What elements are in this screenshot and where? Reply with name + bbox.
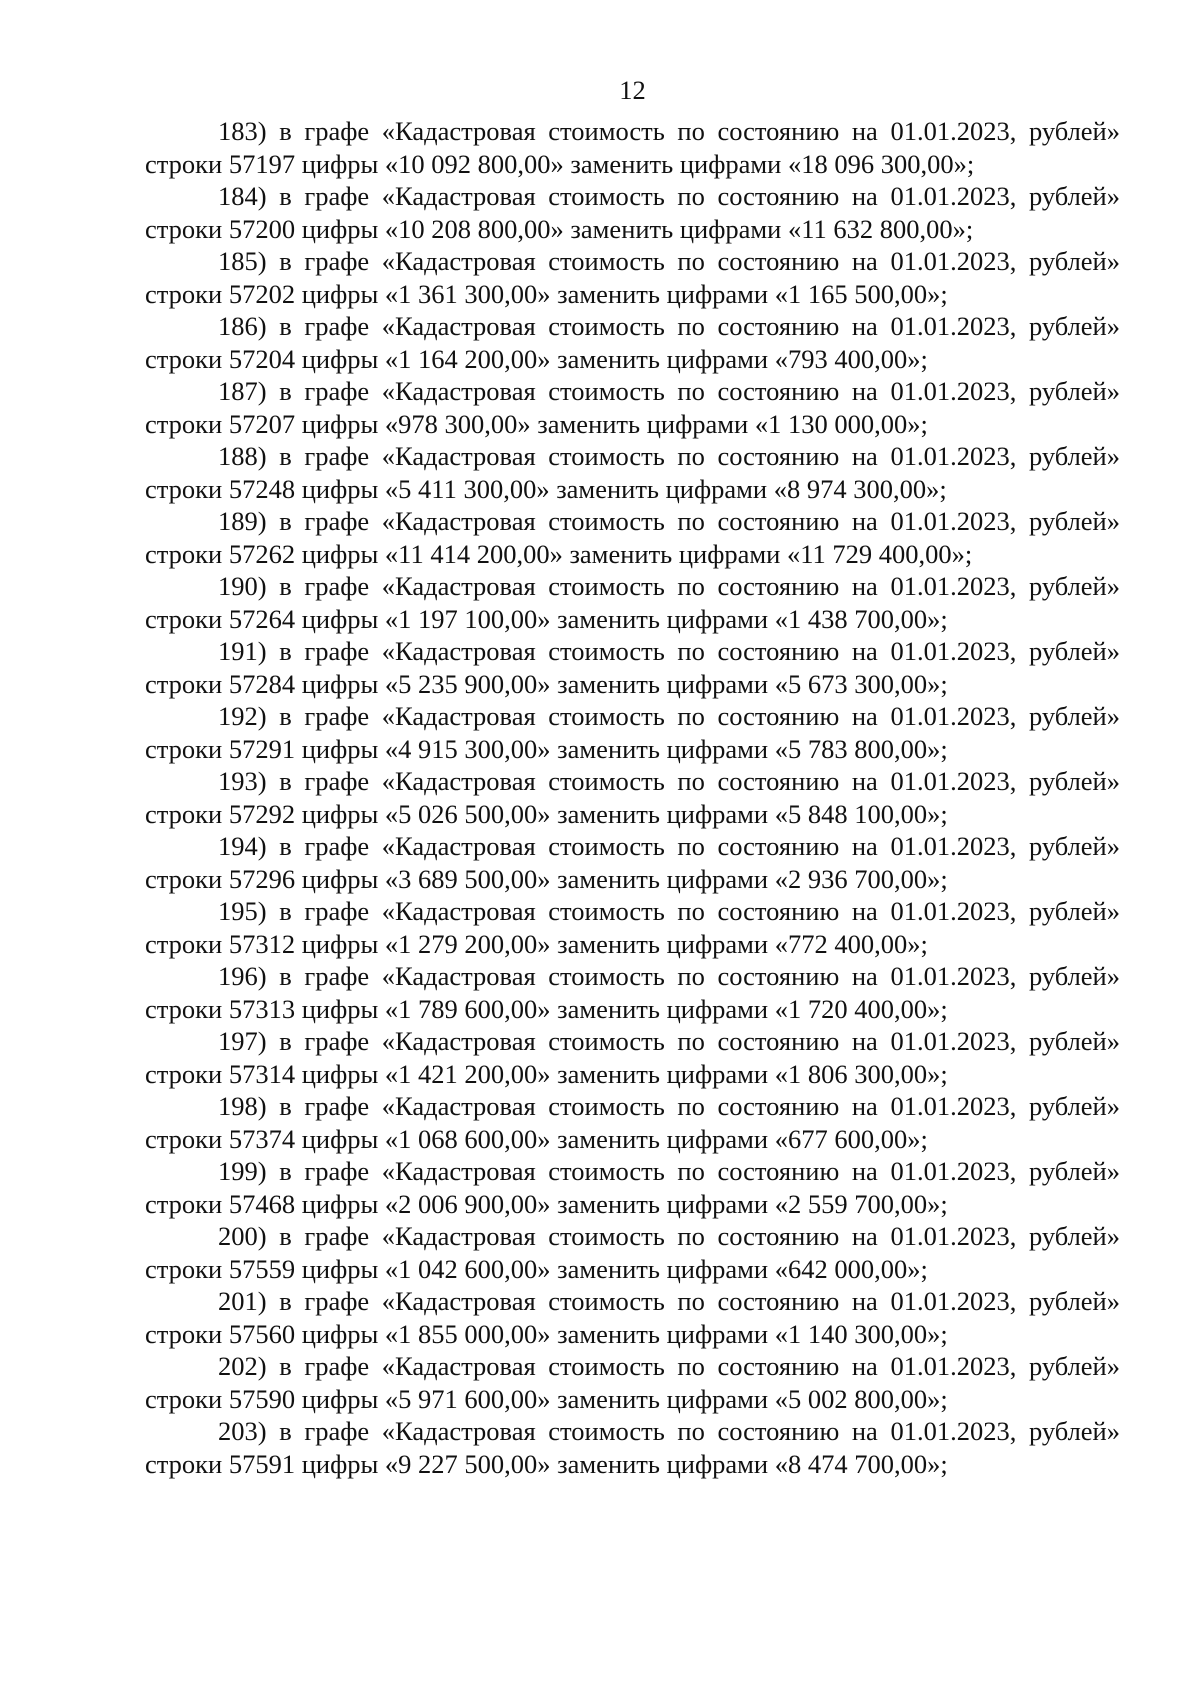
amendment-item: 191) в графе «Кадастровая стоимость по состоянию на 01.01.2023, рублей» строки 57284 цифры «5 235 900,00» заменить цифрами «5 673 300,00»;	[145, 636, 1120, 699]
document-page	[145, 70, 1120, 1480]
amendment-item: 185) в графе «Кадастровая стоимость по состоянию на 01.01.2023, рублей» строки 57202 цифры «1 361 300,00» заменить цифрами «1 165 500,00»;	[145, 246, 1120, 309]
amendment-item: 194) в графе «Кадастровая стоимость по состоянию на 01.01.2023, рублей» строки 57296 цифры «3 689 500,00» заменить цифрами «2 936 700,00»;	[145, 831, 1120, 894]
amendment-item: 196) в графе «Кадастровая стоимость по состоянию на 01.01.2023, рублей» строки 57313 цифры «1 789 600,00» заменить цифрами «1 720 400,00»;	[145, 961, 1120, 1024]
amendment-item: 200) в графе «Кадастровая стоимость по состоянию на 01.01.2023, рублей» строки 57559 цифры «1 042 600,00» заменить цифрами «642 000,00»;	[145, 1221, 1120, 1284]
amendment-item: 189) в графе «Кадастровая стоимость по состоянию на 01.01.2023, рублей» строки 57262 цифры «11 414 200,00» заменить цифрами «11 729 400,00»;	[145, 506, 1120, 569]
amendment-item: 190) в графе «Кадастровая стоимость по состоянию на 01.01.2023, рублей» строки 57264 цифры «1 197 100,00» заменить цифрами «1 438 700,00»;	[145, 571, 1120, 634]
amendment-item: 195) в графе «Кадастровая стоимость по состоянию на 01.01.2023, рублей» строки 57312 цифры «1 279 200,00» заменить цифрами «772 400,00»;	[145, 896, 1120, 959]
amendment-item: 202) в графе «Кадастровая стоимость по состоянию на 01.01.2023, рублей» строки 57590 цифры «5 971 600,00» заменить цифрами «5 002 800,00»;	[145, 1351, 1120, 1414]
amendment-item: 186) в графе «Кадастровая стоимость по состоянию на 01.01.2023, рублей» строки 57204 цифры «1 164 200,00» заменить цифрами «793 400,00»;	[145, 311, 1120, 374]
amendment-item: 192) в графе «Кадастровая стоимость по состоянию на 01.01.2023, рублей» строки 57291 цифры «4 915 300,00» заменить цифрами «5 783 800,00»;	[145, 701, 1120, 764]
amendment-item: 188) в графе «Кадастровая стоимость по состоянию на 01.01.2023, рублей» строки 57248 цифры «5 411 300,00» заменить цифрами «8 974 300,00»;	[145, 441, 1120, 504]
amendment-item: 183) в графе «Кадастровая стоимость по состоянию на 01.01.2023, рублей» строки 57197 цифры «10 092 800,00» заменить цифрами «18 096 300,00»;	[145, 116, 1120, 179]
amendment-item: 184) в графе «Кадастровая стоимость по состоянию на 01.01.2023, рублей» строки 57200 цифры «10 208 800,00» заменить цифрами «11 632 800,00»;	[145, 181, 1120, 244]
page-number: 12	[619, 75, 646, 105]
amendment-item: 203) в графе «Кадастровая стоимость по состоянию на 01.01.2023, рублей» строки 57591 цифры «9 227 500,00» заменить цифрами «8 474 700,00»;	[145, 1416, 1120, 1479]
amendment-item: 193) в графе «Кадастровая стоимость по состоянию на 01.01.2023, рублей» строки 57292 цифры «5 026 500,00» заменить цифрами «5 848 100,00»;	[145, 766, 1120, 829]
amendment-item: 197) в графе «Кадастровая стоимость по состоянию на 01.01.2023, рублей» строки 57314 цифры «1 421 200,00» заменить цифрами «1 806 300,00»;	[145, 1026, 1120, 1089]
amendment-list	[145, 115, 1120, 1480]
amendment-item: 198) в графе «Кадастровая стоимость по состоянию на 01.01.2023, рублей» строки 57374 цифры «1 068 600,00» заменить цифрами «677 600,00»;	[145, 1091, 1120, 1154]
amendment-item: 201) в графе «Кадастровая стоимость по состоянию на 01.01.2023, рублей» строки 57560 цифры «1 855 000,00» заменить цифрами «1 140 300,00»;	[145, 1286, 1120, 1349]
amendment-item: 199) в графе «Кадастровая стоимость по состоянию на 01.01.2023, рублей» строки 57468 цифры «2 006 900,00» заменить цифрами «2 559 700,00»;	[145, 1156, 1120, 1219]
amendment-item: 187) в графе «Кадастровая стоимость по состоянию на 01.01.2023, рублей» строки 57207 цифры «978 300,00» заменить цифрами «1 130 000,00»;	[145, 376, 1120, 439]
